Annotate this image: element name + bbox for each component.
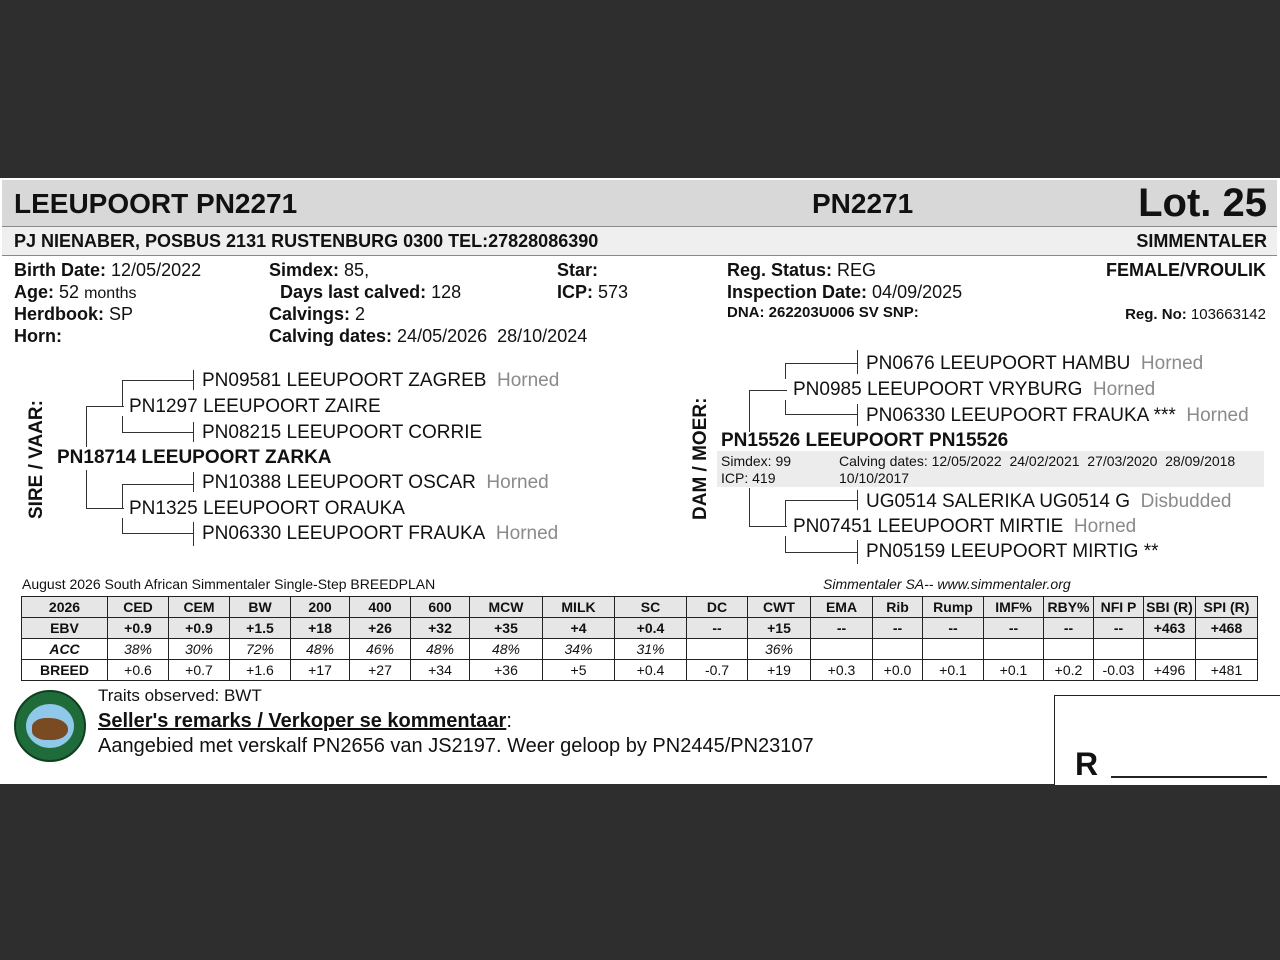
ebv-cell: +1.6 <box>230 660 291 681</box>
reg-no-label: Reg. No: <box>1125 306 1187 323</box>
breedplan-caption: August 2026 South African Simmentaler Single-Step BREEDPLAN <box>22 576 436 592</box>
ebv-cell <box>923 639 984 660</box>
ebv-table-row <box>22 597 1258 618</box>
ebv-cell: +15 <box>748 618 811 639</box>
ebv-cell: 30% <box>169 639 230 660</box>
ped-line <box>785 552 858 553</box>
ebv-cell: +0.0 <box>873 660 923 681</box>
ebv-cell <box>811 639 873 660</box>
simmentaler-logo <box>14 690 86 762</box>
herdbook-value: SP <box>109 304 134 324</box>
horn-status: Horned <box>1140 353 1204 374</box>
sire-sire-dam: PN08215 LEEUPOORT CORRIE <box>202 422 483 443</box>
dam-side-label: DAM / MOER: <box>690 397 711 520</box>
ped-line <box>785 414 858 415</box>
price-label: R <box>1075 746 1099 782</box>
horn-status: Horned <box>486 472 549 493</box>
ebv-cell: 36% <box>748 639 811 660</box>
ped-line <box>785 363 858 364</box>
days-last-calved-row <box>280 282 461 303</box>
ebv-cell: -- <box>873 618 923 639</box>
dam-sire-sire <box>866 353 1203 375</box>
ebv-cell: -- <box>1094 618 1144 639</box>
dam-dam-dam: PN05159 LEEUPOORT MIRTIG ** <box>866 541 1159 562</box>
reg-status-value: REG <box>837 260 877 280</box>
herdbook-label: Herdbook: <box>14 304 104 324</box>
dam-dam <box>793 516 1136 538</box>
ebv-cell: +35 <box>470 618 543 639</box>
ebv-cell: DC <box>687 597 748 618</box>
ebv-cell: +0.9 <box>108 618 169 639</box>
ebv-cell <box>873 639 923 660</box>
icp-label: ICP: <box>557 282 593 302</box>
pedigree-name: PN06330 LEEUPOORT FRAUKA <box>202 523 486 544</box>
sire-dam: PN1325 LEEUPOORT ORAUKA <box>129 498 405 519</box>
price-input-line[interactable] <box>1111 776 1267 778</box>
dam-icp: ICP: 419 <box>721 470 776 486</box>
ebv-row-label: EBV <box>22 618 108 639</box>
ebv-row-label: BREED <box>22 660 108 681</box>
ebv-cell: -- <box>1044 618 1094 639</box>
ebv-cell: CEM <box>169 597 230 618</box>
ebv-cell: SBI (R) <box>1144 597 1196 618</box>
calving-dates-value: 24/05/2026 28/10/2024 <box>397 326 588 346</box>
pedigree-name: PN09581 LEEUPOORT ZAGREB <box>202 370 487 391</box>
ped-line <box>122 484 194 485</box>
pedigree-name: PN0676 LEEUPOORT HAMBU <box>866 353 1131 374</box>
ebv-cell: +5 <box>543 660 615 681</box>
ebv-cell: 48% <box>470 639 543 660</box>
days-last-calved-value: 128 <box>431 282 462 302</box>
age-label: Age: <box>14 282 54 302</box>
ebv-cell: 31% <box>615 639 687 660</box>
calving-dates-row <box>269 326 587 347</box>
ebv-cell: -0.7 <box>687 660 748 681</box>
ebv-cell: +27 <box>350 660 411 681</box>
horn-status: Horned <box>496 370 560 391</box>
ebv-cell <box>1144 639 1196 660</box>
ped-line <box>193 472 194 492</box>
ebv-cell: SPI (R) <box>1196 597 1258 618</box>
pedigree-name: UG0514 SALERIKA UG0514 G <box>866 491 1131 512</box>
ebv-cell: SC <box>615 597 687 618</box>
ped-line <box>86 406 124 407</box>
sex-label: FEMALE/VROULIK <box>1106 260 1266 280</box>
ebv-row-label: 2026 <box>22 597 108 618</box>
horn-status: Disbudded <box>1140 491 1232 512</box>
simdex-row <box>269 260 369 281</box>
owner-info: PJ NIENABER, POSBUS 2131 RUSTENBURG 0300 TEL:27828086390 <box>14 231 599 251</box>
ped-line <box>749 390 787 391</box>
ebv-cell: CWT <box>748 597 811 618</box>
ped-line <box>193 422 194 442</box>
ebv-cell: -- <box>811 618 873 639</box>
ebv-cell: 34% <box>543 639 615 660</box>
dam-simdex: Simdex: 99 <box>721 453 792 469</box>
age-row <box>14 282 137 303</box>
icp-row <box>557 282 628 303</box>
pedigree-name: PN07451 LEEUPOORT MIRTIE <box>793 516 1064 537</box>
ebv-cell: BW <box>230 597 291 618</box>
calvings-value: 2 <box>355 304 366 324</box>
remarks-heading: Seller's remarks / Verkoper se kommentaar <box>98 710 507 732</box>
simdex-value: 85, <box>344 260 370 280</box>
ped-line <box>749 526 787 527</box>
ebv-table <box>21 596 1258 681</box>
ebv-table-row <box>22 660 1258 681</box>
ped-line <box>122 518 123 534</box>
ebv-cell: 600 <box>411 597 470 618</box>
ebv-cell: 48% <box>411 639 470 660</box>
ebv-cell: IMF% <box>984 597 1044 618</box>
calving-dates-label: Calving dates: <box>269 326 393 346</box>
ebv-cell <box>1094 639 1144 660</box>
pedigree-name: PN0985 LEEUPOORT VRYBURG <box>793 379 1083 400</box>
breedplan-site: Simmentaler SA-- www.simmentaler.org <box>823 576 1071 592</box>
ebv-cell: MILK <box>543 597 615 618</box>
ebv-cell: +463 <box>1144 618 1196 639</box>
title-band <box>2 180 1277 227</box>
ped-line <box>122 533 194 534</box>
ebv-cell: Rump <box>923 597 984 618</box>
ped-line <box>86 508 124 509</box>
ebv-cell: MCW <box>470 597 543 618</box>
owner-band <box>2 227 1277 256</box>
ebv-cell <box>687 639 748 660</box>
ebv-cell: +0.1 <box>984 660 1044 681</box>
ebv-cell <box>984 639 1044 660</box>
pedigree-name: PN06330 LEEUPOORT FRAUKA *** <box>866 405 1176 426</box>
icp-value: 573 <box>598 282 629 302</box>
ebv-cell: +1.5 <box>230 618 291 639</box>
ebv-cell: +496 <box>1144 660 1196 681</box>
breed-name: SIMMENTALER <box>1136 231 1267 251</box>
ped-line <box>122 416 123 432</box>
ebv-cell: +4 <box>543 618 615 639</box>
age-value: 52 <box>59 282 80 302</box>
sire-sire-sire <box>202 370 559 392</box>
ebv-cell: +0.3 <box>811 660 873 681</box>
days-last-calved-label: Days last calved: <box>280 282 427 302</box>
ebv-cell: +34 <box>411 660 470 681</box>
herdbook-row <box>14 304 133 325</box>
ped-line <box>857 490 858 510</box>
ped-line <box>785 536 786 552</box>
ebv-cell: +18 <box>291 618 350 639</box>
ebv-cell: RBY% <box>1044 597 1094 618</box>
ebv-cell: 400 <box>350 597 411 618</box>
ebv-cell: NFI P <box>1094 597 1144 618</box>
horn-label: Horn: <box>14 326 62 346</box>
ebv-cell: -0.03 <box>1094 660 1144 681</box>
ebv-cell: +468 <box>1196 618 1258 639</box>
ebv-cell: +26 <box>350 618 411 639</box>
ebv-cell <box>1044 639 1094 660</box>
dam-dam-sire <box>866 491 1231 513</box>
price-box <box>1054 695 1280 785</box>
sire-dam-dam <box>202 523 558 545</box>
dam-stats <box>717 451 1264 487</box>
ebv-table-row <box>22 639 1258 660</box>
ped-line <box>122 380 123 406</box>
ebv-cell: +0.2 <box>1044 660 1094 681</box>
dam-calving-dates-cont: 10/10/2017 <box>839 470 910 486</box>
reg-status-row <box>727 260 876 281</box>
remarks-colon: : <box>506 710 512 732</box>
ped-line <box>193 522 194 546</box>
ebv-cell: 48% <box>291 639 350 660</box>
ped-line <box>857 350 858 374</box>
reg-no-value: 103663142 <box>1190 306 1266 323</box>
calvings-label: Calvings: <box>269 304 351 324</box>
ped-line <box>857 540 858 564</box>
ped-line <box>122 432 194 433</box>
sire: PN18714 LEEUPOORT ZARKA <box>57 447 332 468</box>
ebv-cell: +0.1 <box>923 660 984 681</box>
calvings-row <box>269 304 365 325</box>
horn-status: Horned <box>1092 379 1156 400</box>
ped-line <box>749 390 750 432</box>
ebv-cell: 46% <box>350 639 411 660</box>
age-unit: months <box>84 285 137 302</box>
ebv-cell: -- <box>923 618 984 639</box>
ped-line <box>122 380 194 381</box>
ebv-cell: Rib <box>873 597 923 618</box>
ped-line <box>857 404 858 426</box>
sire-dam-sire <box>202 472 549 494</box>
reg-status-label: Reg. Status: <box>727 260 833 280</box>
ped-line <box>193 370 194 390</box>
pedigree-name: PN10388 LEEUPOORT OSCAR <box>202 472 476 493</box>
ped-line <box>86 406 87 447</box>
ped-line <box>86 470 87 509</box>
inspection-date-row <box>727 282 962 303</box>
horn-status: Horned <box>495 523 559 544</box>
star-label: Star: <box>557 260 599 280</box>
dam: PN15526 LEEUPOORT PN15526 <box>721 430 1009 451</box>
traits-observed: Traits observed: BWT <box>98 686 262 705</box>
birth-date-row <box>14 260 201 281</box>
dam-sire <box>793 379 1155 401</box>
horn-status: Horned <box>1073 516 1137 537</box>
horn-status: Horned <box>1186 405 1249 426</box>
ebv-cell: +17 <box>291 660 350 681</box>
lot-card <box>0 178 1280 784</box>
sire-side-label: SIRE / VAAR: <box>26 400 47 519</box>
ebv-cell: -- <box>687 618 748 639</box>
ped-line <box>122 484 123 508</box>
dam-sire-dam <box>866 405 1249 427</box>
remarks-text: Aangebied met verskalf PN2656 van JS2197. Weer geloop by PN2445/PN23107 <box>98 735 814 757</box>
ped-line <box>785 363 786 379</box>
ebv-cell: 72% <box>230 639 291 660</box>
ebv-cell: +0.4 <box>615 660 687 681</box>
ebv-cell: +0.7 <box>169 660 230 681</box>
inspection-date-label: Inspection Date: <box>727 282 868 302</box>
ebv-cell: +19 <box>748 660 811 681</box>
ebv-cell: +481 <box>1196 660 1258 681</box>
ebv-cell: 200 <box>291 597 350 618</box>
ebv-cell: -- <box>984 618 1044 639</box>
ebv-cell: +0.6 <box>108 660 169 681</box>
sire-sire: PN1297 LEEUPOORT ZAIRE <box>129 396 381 417</box>
ebv-cell: +0.4 <box>615 618 687 639</box>
ebv-cell: 38% <box>108 639 169 660</box>
dam-calving-dates: Calving dates: 12/05/2022 24/02/2021 27/03/2020 28/09/2018 <box>839 453 1236 469</box>
lot-number: Lot. 25 <box>1138 181 1267 225</box>
remarks-heading-row <box>98 710 512 733</box>
animal-name: LEEUPOORT PN2271 <box>14 188 298 219</box>
inspection-date-value: 04/09/2025 <box>872 282 963 302</box>
dna-info: DNA: 262203U006 SV SNP: <box>727 304 919 321</box>
ebv-cell <box>1196 639 1258 660</box>
animal-code: PN2271 <box>812 188 914 219</box>
ped-line <box>785 500 858 501</box>
ebv-cell: +36 <box>470 660 543 681</box>
reg-no-row <box>1125 306 1266 323</box>
ped-line <box>785 500 786 526</box>
ebv-cell: +0.9 <box>169 618 230 639</box>
ebv-table-row <box>22 618 1258 639</box>
ebv-cell: +32 <box>411 618 470 639</box>
ped-line <box>749 488 750 527</box>
simdex-label: Simdex: <box>269 260 340 280</box>
ebv-cell: CED <box>108 597 169 618</box>
logo-cattle <box>32 718 68 740</box>
ebv-row-label: ACC <box>22 639 108 660</box>
birth-date-value: 12/05/2022 <box>111 260 202 280</box>
ebv-cell: EMA <box>811 597 873 618</box>
ped-line <box>785 400 786 415</box>
birth-date-label: Birth Date: <box>14 260 107 280</box>
